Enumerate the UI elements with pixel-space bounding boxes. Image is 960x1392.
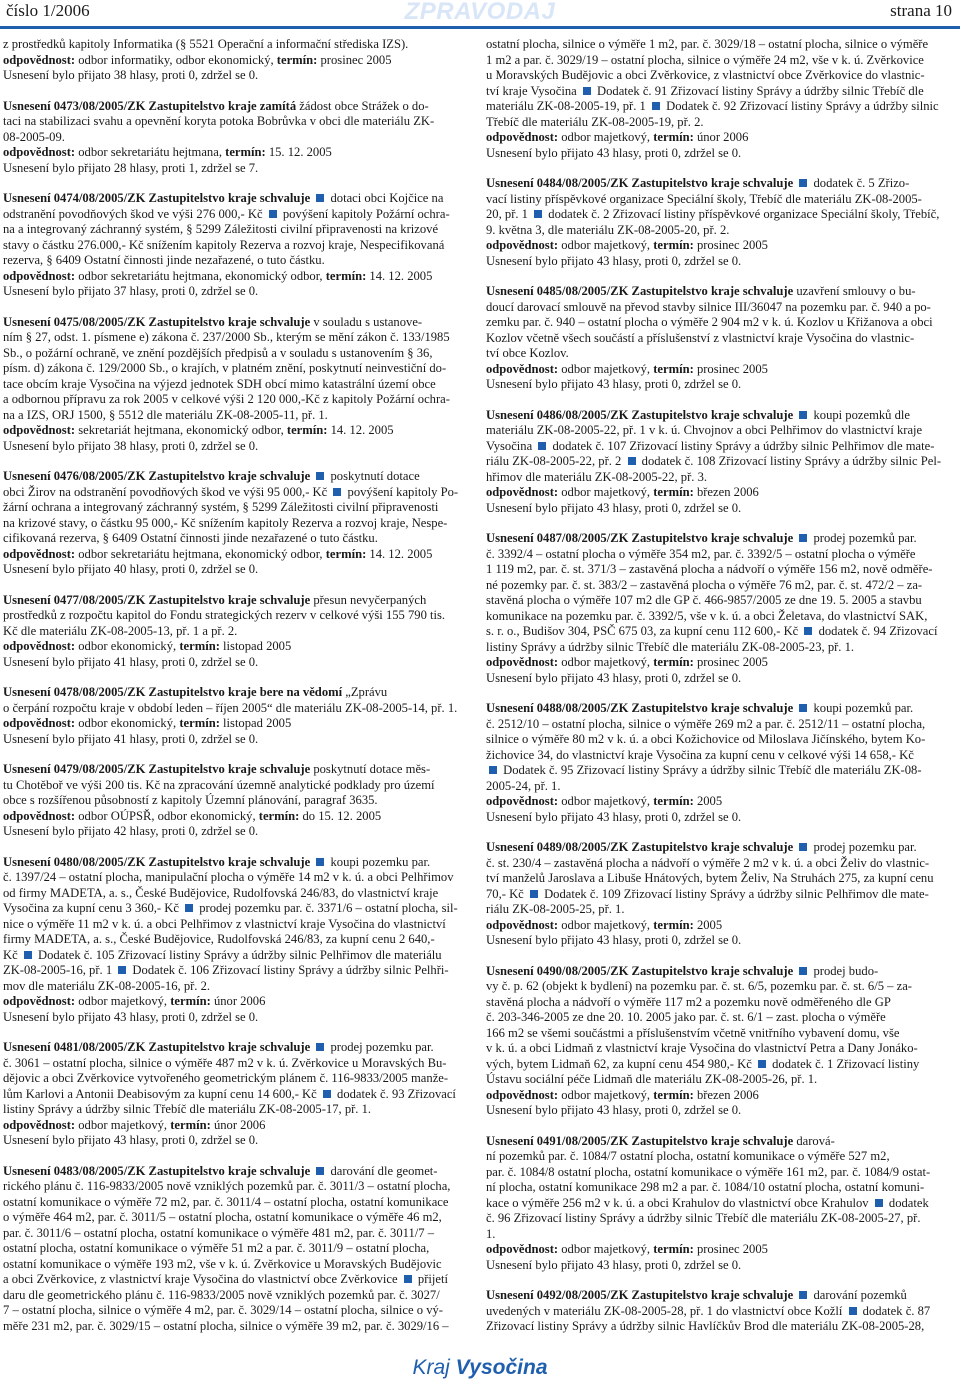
- kraj-vysocina-logo: [0, 1356, 960, 1380]
- text-line: č. st. 230/4 – zastavěná plocha a nádvoří o výměře 2 m2 v k. ú. a obci Želiv do vlastnic-: [486, 855, 930, 870]
- text-line: odpovědnost: odbor sekretariátu hejtmana, ekonomický odbor, termín: 14. 12. 2005: [3, 268, 433, 283]
- text-line: Usnesení bylo přijato 43 hlasy, proti 0, zdržel se 0.: [486, 145, 742, 160]
- text-line: dějovic a obci Zvěrkovice vytvořeného geometrickým plánem č. 116-9833/2005 manže-: [3, 1071, 449, 1085]
- text-line: Usnesení bylo přijato 37 hlasy, proti 0, zdržel se 0.: [3, 284, 259, 298]
- page-number: strana 10: [890, 1, 952, 20]
- text-line: na a integrovaný záchranný systém, § 5299 Záležitosti civilní připravenosti na krizové: [3, 222, 439, 236]
- text-line: Usnesení 0473/08/2005/ZK Zastupitelstvo kraje zamítá žádost obce Strážek o do-: [3, 98, 429, 113]
- text-line: na krizové stavy, o částku 95 000,- Kč snížením kapitoly Rezerva a rozvoj kraje, Nespe-: [3, 515, 448, 530]
- text-line: ní pozemků par. č. 1084/7 ostatní plocha, ostatní komunikace o výměře 527 m2,: [486, 1149, 890, 1163]
- text-line: Usnesení 0478/08/2005/ZK Zastupitelstvo kraje bere na vědomí „Zprávu: [3, 685, 388, 699]
- right-paragraph-4: [486, 531, 954, 686]
- text-line: v k. ú. a obci Lidmaň z vlastnictví kraje Vysočina do vlastnictví Petra a Dany Jonáko-: [486, 1041, 918, 1055]
- bullet-square-icon: [530, 890, 538, 898]
- text-line: a obci Zvěrkovice, z vlastnictví kraje Vysočina do vlastnictví obce Zvěrkovice přijetí: [3, 1272, 448, 1286]
- bullet-square-icon: [652, 102, 660, 110]
- text-line: silnice o výměře 80 m2 v k. ú. a obci Kožichovice od Miloslava Jičínského, bytem Ko-: [486, 732, 926, 746]
- bullet-square-icon: [316, 1043, 324, 1051]
- text-line: ní plocha, ostatní komunikace 298 m2 a par. č. 1084/10 ostatní plocha, ostatní komuni-: [486, 1180, 925, 1194]
- bullet-square-icon: [758, 1060, 766, 1068]
- bullet-square-icon: [799, 843, 807, 851]
- text-line: Usnesení bylo přijato 43 hlasy, proti 0, zdržel se 0.: [486, 809, 742, 824]
- left-paragraph-7: [3, 762, 471, 840]
- text-line: u Moravských Budějovic a obci Zvěrkovice, z vlastnictví obce Zvěrkovice do vlastnic-: [486, 68, 925, 82]
- text-line: rezerva, § 6409 Ostatní činnosti jinde nezařazené, o tuto částku.: [3, 253, 325, 267]
- text-line: Usnesení bylo přijato 43 hlasy, proti 0, zdržel se 0.: [486, 670, 742, 685]
- text-line: tu Chotěboř ve výši 200 tis. Kč na zpracování územně analytické podklady pro území: [3, 777, 435, 792]
- text-line: Usnesení 0487/08/2005/ZK Zastupitelstvo kraje schvaluje prodej pozemků par.: [486, 531, 917, 545]
- text-line: rického plánu č. 116-9833/2005 nově vzniklých pozemků par. č. 3011/3 – ostatní plocha,: [3, 1179, 451, 1193]
- left-paragraph-3: [3, 315, 471, 455]
- text-line: obce s rozšířenou působností z kapitoly Územní plánování, paragraf 3635.: [3, 793, 378, 807]
- left-paragraph-2: [3, 191, 471, 300]
- text-line: odpovědnost: odbor ekonomický, termín: listopad 2005: [3, 639, 292, 653]
- text-line: ostatní komunikace o výměře 193 m2, vše v k. ú. Zvěrkovice u Moravských Budějovic: [3, 1256, 442, 1271]
- text-line: kace o výměře 256 m2 v k. ú. a obci Krahulov do vlastnictví obce Krahulov dodatek: [486, 1195, 929, 1210]
- text-line: tví obce Kozlov.: [486, 346, 569, 360]
- text-line: tace obcím kraje Vysočina na výjezd jednotek SDH obcí mimo katastrální území obce: [3, 376, 436, 391]
- text-line: Kč dle materiálu ZK-08-2005-13, př. 1 a př. 2.: [3, 623, 238, 638]
- header-rule: [0, 26, 960, 29]
- text-line: odpovědnost: odbor majetkový, termín: prosinec 2005: [486, 238, 768, 252]
- text-line: žární ochrana a integrovaný záchranný systém, § 5299 Záležitosti civilní připravenosti: [3, 500, 439, 514]
- text-line: 7 – ostatní plocha, silnice o výměře 4 m2, par. č. 3029/14 – ostatní plocha, silnice o vý-: [3, 1303, 443, 1317]
- text-line: odpovědnost: odbor informatiky, odbor ekonomický, termín: prosinec 2005: [3, 52, 392, 67]
- text-line: Usnesení 0486/08/2005/ZK Zastupitelstvo kraje schvaluje koupi pozemků dle: [486, 407, 911, 422]
- text-line: ostatní plocha, silnice o výměře 1 m2, par. č. 3029/18 – ostatní plocha, silnice o výměře: [486, 37, 929, 51]
- text-line: Usnesení bylo přijato 40 hlasy, proti 0, zdržel se 0.: [3, 562, 259, 576]
- bullet-square-icon: [316, 858, 324, 866]
- left-paragraph-5: [3, 593, 471, 671]
- right-column: [486, 37, 954, 1350]
- left-paragraph-8: [3, 855, 471, 1026]
- left-paragraph-0: [3, 37, 471, 84]
- brand-title: ZPRAVODAJ: [404, 0, 556, 25]
- text-line: taci na stabilizaci svahu a opevnění koryta potoka Bobrůvka v obci dle materiálu ZK-: [3, 114, 435, 128]
- bullet-square-icon: [799, 967, 807, 975]
- text-line: par. č. 1084/8 ostatní plocha, ostatní komunikace o výměře 161 m2, par. č. 1084/9 ostat-: [486, 1164, 931, 1179]
- text-line: riálu ZK-08-2005-25, př. 1.: [486, 902, 625, 916]
- bullet-square-icon: [316, 194, 324, 202]
- bullet-square-icon: [799, 179, 807, 187]
- left-column: [3, 37, 471, 1349]
- text-line: č. 96 Zřizovací listiny Správy a údržby silnic Třebíč dle materiálu ZK-08-2005-27, př.: [486, 1211, 921, 1225]
- text-line: komunikace na pozemku par. č. 3392/5, vše v k. ú. a obci Želetava, do vlastnictví SAK,: [486, 608, 928, 623]
- text-line: odpovědnost: odbor majetkový, termín: 2005: [486, 917, 723, 932]
- text-line: materiálu ZK-08-2005-19, př. 1 Dodatek č. 92 Zřizovací listiny Správy a údržby silnic: [486, 99, 939, 113]
- text-line: cifikovaná rezerva, § 6409 Ostatní činnosti jinde nezařazené o tuto částku.: [3, 531, 378, 545]
- text-line: 08-2005-09.: [3, 129, 65, 144]
- text-line: 2005-24, př. 1.: [486, 778, 561, 793]
- text-line: zemku par. č. 940 – ostatní plocha o výměře 2 904 m2 v k. ú. Kozlov u Křižanova a obci: [486, 315, 933, 329]
- bullet-square-icon: [118, 966, 126, 974]
- text-line: 1.: [486, 1226, 496, 1241]
- text-line: Dodatek č. 95 Zřizovací listiny Správy a údržby silnic Třebíč dle materiálu ZK-08-: [486, 763, 954, 779]
- bullet-square-icon: [323, 1090, 331, 1098]
- logo-word-vysocina: Vysočina: [455, 1356, 548, 1379]
- text-line: daru dle geometrického plánu č. 116-9833/2005 nově vzniklých pozemků par. č. 3027/: [3, 1287, 440, 1302]
- text-line: Ústavu sociální péče Lidmaň dle materiálu ZK-08-2005-26, př. 1.: [486, 1072, 818, 1086]
- text-line: nice o výměře 11 m2 v k. ú. a obci Pelhřimov z vlastnictví kraje Vysočina do vlastnictví: [3, 916, 446, 931]
- bullet-square-icon: [799, 411, 807, 419]
- text-line: 1 119 m2, par. č. st. 371/3 – zastavěná plocha a nádvoří o výměře 156 m2, nově odměře-: [486, 562, 933, 576]
- text-line: Usnesení bylo přijato 43 hlasy, proti 0, zdržel se 0.: [486, 377, 742, 391]
- text-line: č. 2512/10 – ostatní plocha, silnice o výměře 269 m2 a par. č. 2512/11 – ostatní plocha,: [486, 716, 926, 731]
- text-line: Usnesení bylo přijato 43 hlasy, proti 0, zdržel se 0.: [3, 1133, 259, 1147]
- text-line: odpovědnost: odbor ekonomický, termín: listopad 2005: [3, 716, 292, 730]
- bullet-square-icon: [799, 1291, 807, 1299]
- text-line: o výměře 464 m2, par. č. 3011/5 – ostatní plocha, ostatní komunikace o výměře 46 m2,: [3, 1210, 442, 1224]
- text-line: č. 1397/24 – ostatní plocha, manipulační plocha o výměře 14 m2 v k. ú. a obci Pelhřimov: [3, 870, 454, 884]
- right-paragraph-7: [486, 964, 954, 1119]
- text-line: Vysočina za kupní cenu 3 360,- Kč prodej pozemku par. č. 3371/6 – ostatní plocha, sil-: [3, 901, 458, 915]
- text-line: na a IZS, ORJ 1500, § 5512 dle materiálu ZK-08-2005-11, př. 1.: [3, 407, 328, 422]
- text-line: Usnesení 0490/08/2005/ZK Zastupitelstvo kraje schvaluje prodej budo-: [486, 963, 879, 978]
- text-line: Usnesení 0477/08/2005/ZK Zastupitelstvo kraje schvaluje přesun nevyčerpaných: [3, 592, 427, 607]
- text-line: stavěná plocha o výměře 107 m2 dle GP č. 466-9857/2005 ze dne 19. 5. 2005 a stavbu: [486, 593, 922, 607]
- text-line: Usnesení 0484/08/2005/ZK Zastupitelstvo kraje schvaluje dodatek č. 5 Zřizo-: [486, 176, 910, 190]
- bullet-square-icon: [534, 210, 542, 218]
- text-line: Usnesení 0476/08/2005/ZK Zastupitelstvo kraje schvaluje poskytnutí dotace: [3, 469, 420, 483]
- text-line: obci Žirov na odstranění povodňových škod ve výši 95 000,- Kč povýšení kapitoly Po-: [3, 484, 459, 499]
- text-line: doucí darovací smlouvě na převod stavby silnice III/36047 na pozemku par. č. 940 a po-: [486, 299, 931, 314]
- text-line: odpovědnost: odbor majetkový, termín: 2005: [486, 794, 723, 808]
- text-line: č. 3061 – ostatní plocha, silnice o výměře 487 m2 v k. ú. Zvěrkovice u Moravských Bu-: [3, 1055, 447, 1070]
- text-line: odstranění povodňových škod ve výši 276 000,- Kč povýšení kapitoly Požární ochra-: [3, 206, 450, 221]
- text-line: vací listiny příspěvkové organizace Speciální školy, Třebíč dle materiálu ZK-08-2005-: [486, 191, 922, 206]
- text-line: odpovědnost: odbor sekretariátu hejtmana, ekonomický odbor, termín: 14. 12. 2005: [3, 546, 433, 561]
- text-line: Usnesení bylo přijato 28 hlasy, proti 1, zdržel se 7.: [3, 160, 259, 175]
- bullet-square-icon: [316, 472, 324, 480]
- text-line: stavy o částku 276.000,- Kč snížením kapitoly Rezerva a rozvoj kraje, Nespecifikovaná: [3, 237, 445, 252]
- text-line: Kč Dodatek č. 105 Zřizovací listiny Správy a údržby silnic Pelhřimov dle materiálu: [3, 947, 442, 962]
- text-line: Usnesení 0480/08/2005/ZK Zastupitelstvo kraje schvaluje koupi pozemku par.: [3, 854, 431, 869]
- text-line: Sb., o požární ochraně, ve znění pozdějších předpisů a v souladu s ustanovením § 36,: [3, 345, 433, 360]
- text-line: materiálu ZK-08-2005-22, př. 1 v k. ú. Chvojnov a obci Pelhřimov do vlastnictví kraje: [486, 423, 923, 437]
- text-line: odpovědnost: odbor majetkový, termín: březen 2006: [486, 1087, 759, 1102]
- page-header: [0, 0, 960, 26]
- bullet-square-icon: [333, 488, 341, 496]
- left-paragraph-4: [3, 469, 471, 578]
- text-line: lům Karlovi a Antonii Deabisovým za kupní cenu 14 600,- Kč dodatek č. 93 Zřizovací: [3, 1086, 456, 1101]
- text-line: Usnesení bylo přijato 41 hlasy, proti 0, zdržel se 0.: [3, 731, 259, 746]
- text-line: listiny Správy a údržby silnic Třebíč dle materiálu ZK-08-2005-23, př. 1.: [486, 639, 855, 654]
- text-line: č. 203-346-2005 ze dne 20. 10. 2005 jako par. č. st. 6/1 – zast. plocha o výměře: [486, 1010, 886, 1024]
- right-paragraph-1: [486, 176, 954, 269]
- text-line: Vysočina dodatek č. 107 Zřizovací listiny Správy a údržby silnic Pelhřimov dle mate-: [486, 438, 935, 453]
- logo-word-kraj: Kraj: [412, 1356, 450, 1379]
- text-line: o čerpání rozpočtu kraje v období leden – říjen 2005“ dle materiálu ZK-08-2005-14, př. 1.: [3, 700, 458, 715]
- text-line: odpovědnost: odbor majetkový, termín: prosinec 2005: [486, 1242, 768, 1256]
- text-line: né pozemky par. č. st. 383/2 – zastavěná plocha o výměře 76 m2, par. č. st. 472/2 – za-: [486, 577, 923, 592]
- text-line: ostatní komunikace o výměře 72 m2, par. č. 3011/4 – ostatní plocha, ostatní komunikace: [3, 1194, 449, 1209]
- text-line: Zřizovací listiny Správy a údržby silnic Havlíčkův Brod dle materiálu ZK-08-2005-28,: [486, 1319, 925, 1333]
- text-line: mov dle materiálu ZK-08-2005-16, př. 2.: [3, 978, 211, 993]
- text-line: Usnesení bylo přijato 42 hlasy, proti 0, zdržel se 0.: [3, 824, 259, 838]
- right-paragraph-2: [486, 284, 954, 393]
- text-line: Usnesení 0485/08/2005/ZK Zastupitelstvo kraje schvaluje uzavření smlouvy o bu-: [486, 284, 916, 298]
- text-line: Usnesení 0481/08/2005/ZK Zastupitelstvo kraje schvaluje prodej pozemku par.: [3, 1040, 434, 1054]
- text-line: Usnesení bylo přijato 43 hlasy, proti 0, zdržel se 0.: [486, 933, 742, 947]
- bullet-square-icon: [24, 951, 32, 959]
- text-line: Usnesení 0479/08/2005/ZK Zastupitelstvo kraje schvaluje poskytnutí dotace měs-: [3, 762, 431, 776]
- text-line: Usnesení 0474/08/2005/ZK Zastupitelstvo kraje schvaluje dotaci obci Kojčice na: [3, 191, 444, 205]
- text-line: Usnesení bylo přijato 38 hlasy, proti 0, zdržel se 0.: [3, 68, 259, 82]
- text-line: Usnesení 0489/08/2005/ZK Zastupitelstvo kraje schvaluje prodej pozemku par.: [486, 840, 917, 854]
- text-line: Usnesení bylo přijato 43 hlasy, proti 0, zdržel se 0.: [486, 500, 742, 515]
- right-paragraph-5: [486, 701, 954, 825]
- bullet-square-icon: [489, 766, 497, 774]
- bullet-square-icon: [404, 1275, 412, 1283]
- text-line: tví kraje Vysočina Dodatek č. 91 Zřizovací listiny Správy a údržby silnic Třebíč dle: [486, 83, 924, 98]
- text-line: Usnesení 0492/08/2005/ZK Zastupitelstvo kraje schvaluje darování pozemků: [486, 1288, 907, 1302]
- text-line: měře 231 m2, par. č. 3029/15 – ostatní plocha, silnice o výměře 39 m2, par. č. 3029/16 –: [3, 1318, 449, 1333]
- bullet-square-icon: [804, 627, 812, 635]
- bullet-square-icon: [269, 210, 277, 218]
- right-paragraph-9: [486, 1288, 954, 1335]
- text-line: firmy MADETA, a. s., České Budějovice, Rudolfovská 246/83, za kupní cenu 2 640,-: [3, 932, 435, 946]
- text-line: Kozlov včetně všech součástí a příslušenství z vlastnictví kraje Vysočina do vlastnic-: [486, 330, 915, 345]
- text-line: par. č. 3011/6 – ostatní plocha, ostatní komunikace o výměře 481 m2, par. č. 3011/7 –: [3, 1225, 435, 1240]
- bullet-square-icon: [583, 87, 591, 95]
- text-line: vých, bytem Lidmaň 62, za kupní cenu 454 980,- Kč dodatek č. 1 Zřizovací listiny: [486, 1056, 920, 1071]
- text-line: Usnesení bylo přijato 43 hlasy, proti 0, zdržel se 0.: [3, 1009, 259, 1024]
- text-line: ním § 27, odst. 1. písmene e) zákona č. 237/2000 Sb., kterým se mění zákon č. 133/1985: [3, 330, 450, 344]
- text-line: písm. d) zákona č. 129/2000 Sb., o krajích, v platném znění, poskytnutí neinvestiční do-: [3, 361, 447, 375]
- text-line: odpovědnost: odbor majetkový, termín: prosinec 2005: [486, 655, 768, 669]
- text-line: stavěná plocha a nádvoří o výměře 117 m2 a pozemku nově odměřeného dle GP: [486, 994, 891, 1009]
- text-line: odpovědnost: odbor majetkový, termín: březen 2006: [486, 485, 759, 499]
- text-line: Usnesení bylo přijato 38 hlasy, proti 0, zdržel se 0.: [3, 438, 259, 453]
- bullet-square-icon: [875, 1199, 883, 1207]
- issue-number: číslo 1/2006: [6, 1, 90, 20]
- text-line: Usnesení bylo přijato 43 hlasy, proti 0, zdržel se 0.: [486, 253, 742, 268]
- text-line: odpovědnost: odbor majetkový, termín: únor 2006: [3, 994, 266, 1008]
- text-line: odpovědnost: odbor OÚPSŘ, odbor ekonomický, termín: do 15. 12. 2005: [3, 808, 382, 823]
- text-line: odpovědnost: odbor majetkový, termín: prosinec 2005: [486, 361, 768, 376]
- text-line: ostatní plocha, ostatní komunikace o výměře 51 m2 a par. č. 3011/9 – ostatní plocha,: [3, 1241, 430, 1255]
- text-line: Usnesení bylo přijato 43 hlasy, proti 0, zdržel se 0.: [486, 1257, 742, 1272]
- text-line: Usnesení 0491/08/2005/ZK Zastupitelstvo kraje schvaluje darová-: [486, 1133, 835, 1148]
- text-line: 20, př. 1 dodatek č. 2 Zřizovací listiny příspěvkové organizace Speciální školy, Třebíč,: [486, 207, 940, 221]
- text-line: odpovědnost: odbor sekretariátu hejtmana, termín: 15. 12. 2005: [3, 145, 332, 159]
- text-line: listiny Správy a údržby silnic Třebíč dle materiálu ZK-08-2005-17, př. 1.: [3, 1102, 372, 1116]
- text-line: Usnesení 0488/08/2005/ZK Zastupitelstvo kraje schvaluje koupi pozemků par.: [486, 701, 914, 715]
- bullet-square-icon: [538, 442, 546, 450]
- bullet-square-icon: [628, 457, 636, 465]
- text-line: odpovědnost: sekretariát hejtmana, ekonomický odbor, termín: 14. 12. 2005: [3, 423, 394, 437]
- text-line: č. 3392/4 – ostatní plocha o výměře 354 m2, par. č. 3392/5 – ostatní plocha o výměře: [486, 546, 916, 561]
- text-line: tví manželů Jaroslava a Libuše Hnátových, bytem Želiv, Na Struhách 275, za kupní cenu: [486, 871, 934, 885]
- text-line: 1 m2 a par. č. 3029/19 – ostatní plocha, silnice o výměře 24 m2, vše v k. ú. Zvěrkovice: [486, 52, 924, 67]
- left-paragraph-1: [3, 99, 471, 177]
- left-paragraph-6: [3, 685, 471, 747]
- text-line: riálu ZK-08-2005-22, př. 2 dodatek č. 108 Zřizovací listiny Správy a údržby silnic Pel-: [486, 454, 942, 468]
- text-line: ZK-08-2005-16, př. 1 Dodatek č. 106 Zřizovací listiny Správy a údržby silnic Pelhři-: [3, 963, 449, 977]
- left-paragraph-9: [3, 1040, 471, 1149]
- bullet-square-icon: [185, 904, 193, 912]
- bullet-square-icon: [799, 704, 807, 712]
- text-line: žichovice 34, do vlastnictví kraje Vysočina za kupní cenu v celkové výši 14 658,- Kč: [486, 747, 914, 762]
- text-line: Usnesení bylo přijato 41 hlasy, proti 0, zdržel se 0.: [3, 654, 259, 669]
- text-line: 166 m2 se všemi součástmi a příslušenstvím včetně vnitřního vybavení domu, vše: [486, 1025, 900, 1040]
- text-line: z prostředků kapitoly Informatika (§ 5521 Operační a informační střediska IZS).: [3, 37, 409, 51]
- bullet-square-icon: [849, 1307, 857, 1315]
- text-line: a odbornou přípravu za rok 2005 v celkové výši 2 120 000,-Kč z kapitoly Požární ochra-: [3, 392, 450, 406]
- right-paragraph-8: [486, 1134, 954, 1274]
- bullet-square-icon: [799, 534, 807, 542]
- text-line: Usnesení bylo přijato 43 hlasy, proti 0, zdržel se 0.: [486, 1103, 742, 1117]
- text-line: hřimov dle materiálu ZK-08-2005-22, př. 3.: [486, 469, 708, 484]
- text-line: Třebíč dle materiálu ZK-08-2005-19, př. 2.: [486, 114, 704, 129]
- text-line: s. r. o., Budišov 304, PSČ 675 03, za kupní cenu 112 600,- Kč dodatek č. 94 Zřizovací: [486, 624, 938, 638]
- text-line: prostředků z rozpočtu kapitol do Fondu strategických rezerv v celkové výši 155 790 tis.: [3, 608, 446, 622]
- text-line: 9. května 3, dle materiálu ZK-08-2005-20, př. 2.: [486, 222, 730, 237]
- text-line: 70,- Kč Dodatek č. 109 Zřizovací listiny Správy a údržby silnic Pelhřimov dle mate-: [486, 886, 929, 901]
- text-line: odpovědnost: odbor majetkový, termín: únor 2006: [3, 1117, 266, 1132]
- text-line: vy č. p. 62 (objekt k bydlení) na pozemku par. č. st. 6/5, pozemku par. č. st. 6/5 – za-: [486, 979, 912, 993]
- right-paragraph-0: [486, 37, 954, 161]
- text-line: uvedených v materiálu ZK-08-2005-28, př. 1 do vlastnictví obce Kožlí dodatek č. 87: [486, 1303, 931, 1318]
- text-line: Usnesení 0483/08/2005/ZK Zastupitelstvo kraje schvaluje darování dle geomet-: [3, 1163, 438, 1178]
- bullet-square-icon: [316, 1167, 324, 1175]
- right-paragraph-3: [486, 408, 954, 517]
- text-line: odpovědnost: odbor majetkový, termín: únor 2006: [486, 130, 749, 144]
- left-paragraph-10: [3, 1164, 471, 1335]
- right-paragraph-6: [486, 840, 954, 949]
- text-line: od firmy MADETA, a. s., České Budějovice, Rudolfovská 246/83, do vlastnictví kraje: [3, 885, 439, 900]
- text-line: Usnesení 0475/08/2005/ZK Zastupitelstvo kraje schvaluje v souladu s ustanove-: [3, 314, 423, 329]
